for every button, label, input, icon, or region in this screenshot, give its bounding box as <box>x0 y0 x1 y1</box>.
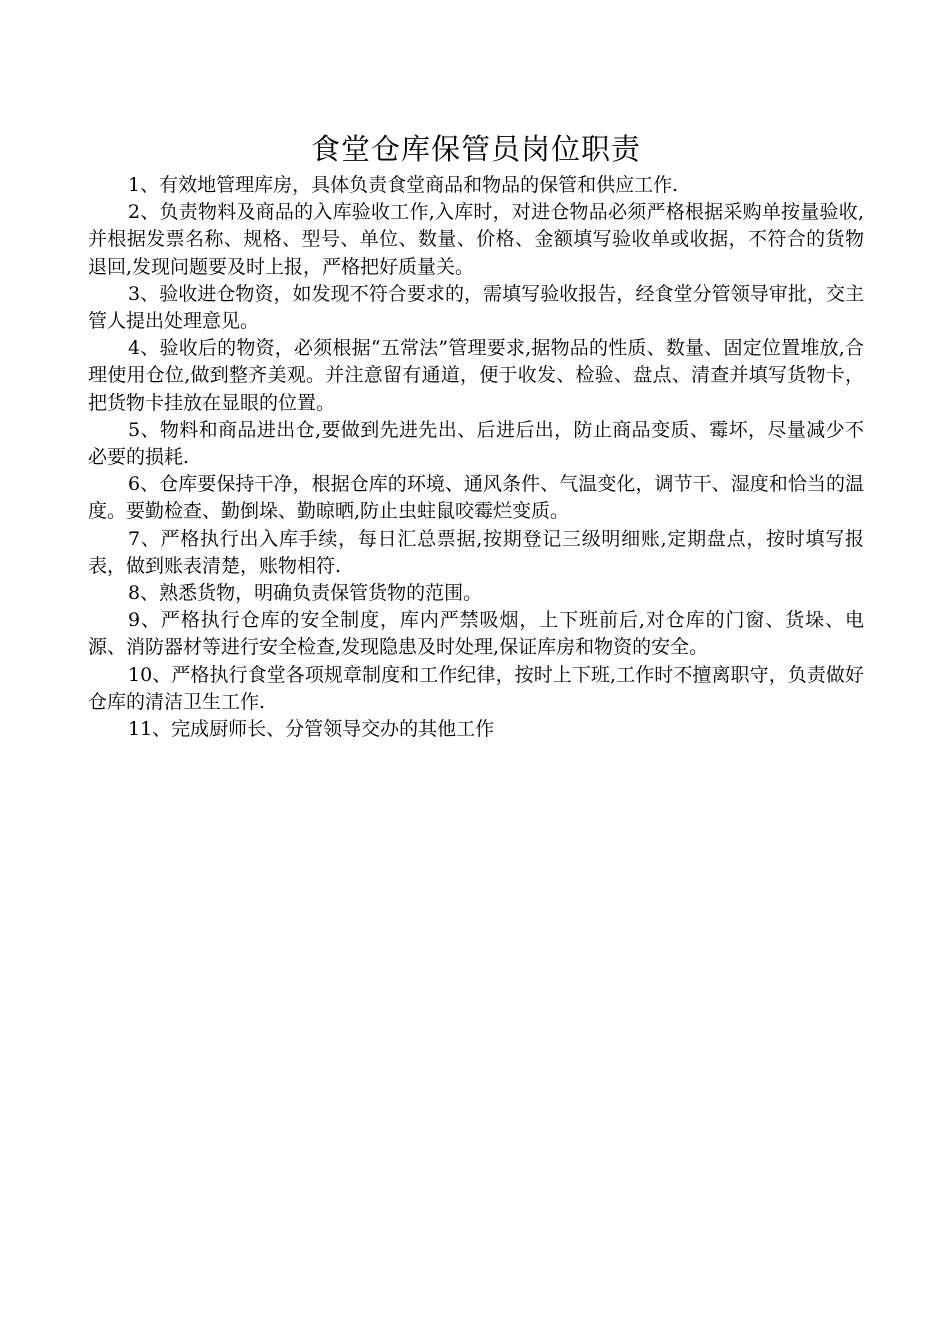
duty-item-11: 11、完成厨师长、分管领导交办的其他工作 <box>128 718 495 741</box>
document-title: 食堂仓库保管员岗位职责 <box>310 132 641 166</box>
duty-item-5: 5、物料和商品进出仓,要做到先进先出、后进后出，防止商品变质、霉坏，尽量减少不必要的损耗. <box>88 418 864 469</box>
duty-item-2: 2、负责物料及商品的入库验收工作,入库时，对进仓物品必须严格根据采购单按量验收,并根据发票名称、规格、型号、单位、数量、价格、金额填写验收单或收据，不符合的货物退回,发现问题要及时上报，严格把好质量关。 <box>88 201 864 278</box>
duty-item-6: 6、仓库要保持干净，根据仓库的环境、通风条件、气温变化，调节干、湿度和恰当的温度。要勤检查、勤倒垛、勤晾晒,防止虫蛀鼠咬霉烂变质。 <box>88 473 864 523</box>
duty-item-3: 3、验收进仓物资，如发现不符合要求的，需填写验收报告，经食堂分管领导审批，交主管人提出处理意见。 <box>88 282 864 333</box>
document-body <box>88 128 864 743</box>
duty-item-8: 8、熟悉货物，明确负责保管货物的范围。 <box>128 582 483 605</box>
duty-item-4: 4、验收后的物资，必须根据“五常法”管理要求,据物品的性质、数量、固定位置堆放,合理使用仓位,做到整齐美观。并注意留有通道，便于收发、检验、盘点、清查并填写货物卡，把货物卡挂放在显眼的位置。 <box>88 337 864 414</box>
duty-item-7: 7、严格执行出入库手续，每日汇总票据,按期登记三级明细账,定期盘点，按时填写报表，做到账表清楚，账物相符. <box>88 527 864 577</box>
duty-item-9: 9、严格执行仓库的安全制度，库内严禁吸烟，上下班前后,对仓库的门窗、货垛、电源、消防器材等进行安全检查,发现隐患及时处理,保证库房和物资的安全。 <box>88 609 864 659</box>
duty-item-10: 10、严格执行食堂各项规章制度和工作纪律，按时上下班,工作时不擅离职守，负责做好仓库的清洁卫生工作. <box>88 663 864 713</box>
duty-list <box>88 172 864 743</box>
duty-item-1: 1、有效地管理库房，具体负责食堂商品和物品的保管和供应工作. <box>128 174 679 196</box>
